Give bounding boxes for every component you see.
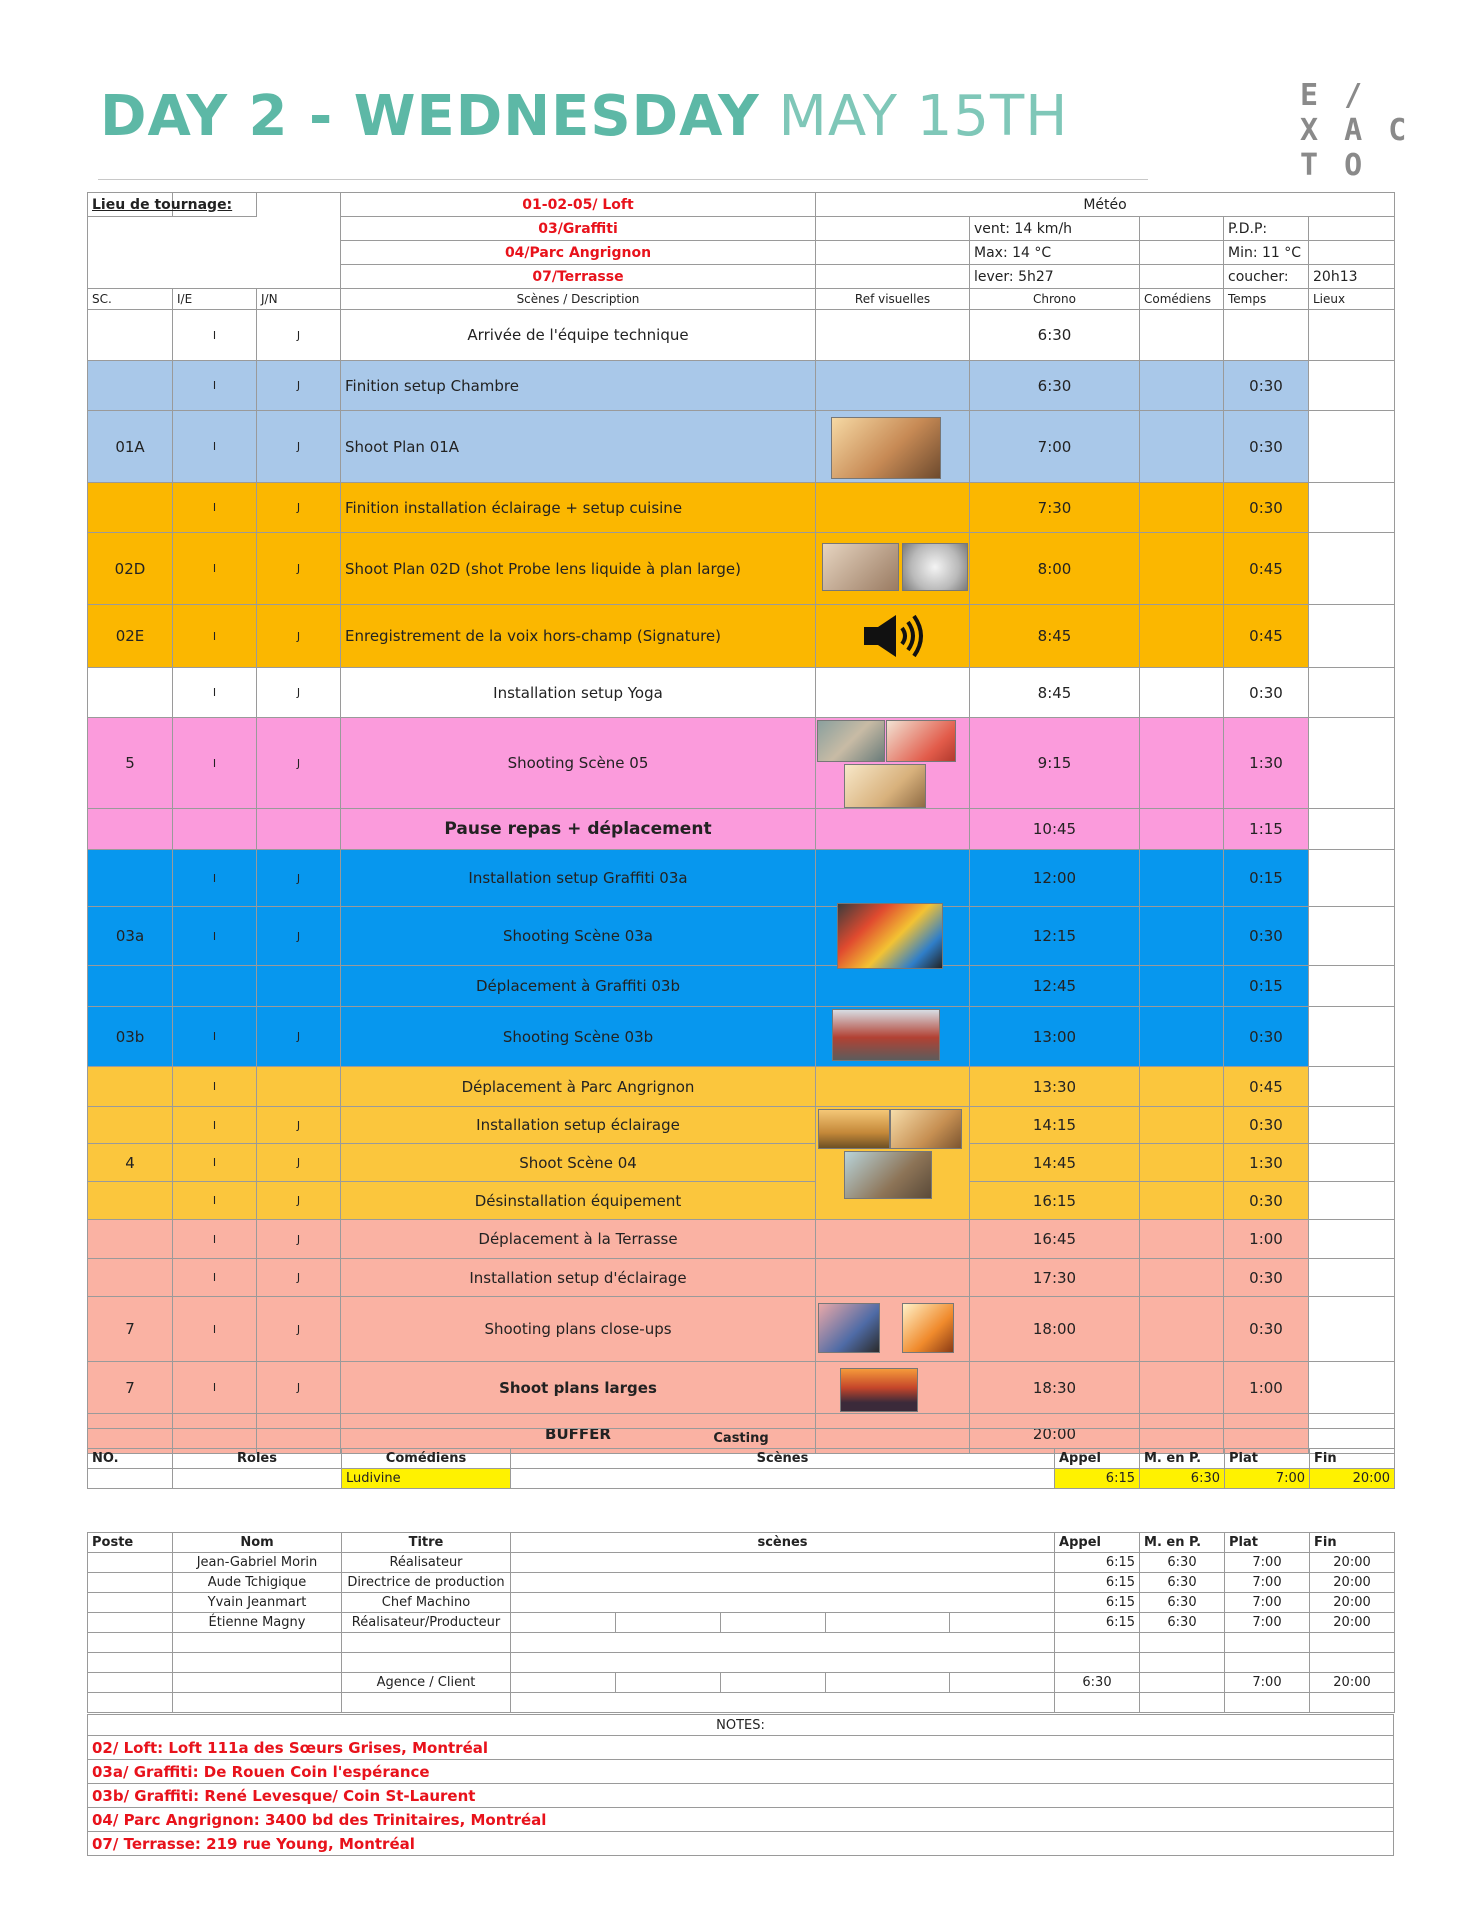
row-temps: 0:45 [1224,605,1309,668]
title-day: DAY 2 - WEDNESDAY [100,84,760,149]
row-description: Enregistrement de la voix hors-champ (Signature) [341,605,816,668]
col-comediens: Comédiens [1140,289,1224,310]
row-description: Installation setup Yoga [341,668,816,718]
schedule-row: 4 I J Shoot Scène 04 14:45 1:30 [88,1144,1395,1182]
col-temps: Temps [1224,289,1309,310]
row-chrono: 17:30 [970,1259,1140,1297]
row-description: Déplacement à Graffiti 03b [341,966,816,1007]
row-description: Shoot Scène 04 [341,1144,816,1182]
row-chrono: 10:45 [970,809,1140,850]
row-temps: 0:30 [1224,411,1309,483]
casting-row: Ludivine 6:15 6:30 7:00 20:00 [88,1469,1395,1489]
row-description: Shoot plans larges [341,1362,816,1414]
row-chrono: 9:15 [970,718,1140,809]
ref-visual [816,907,970,966]
col-ref: Ref visuelles [816,289,970,310]
row-description: Installation setup éclairage [341,1107,816,1144]
row-chrono: 20:00 [970,1414,1140,1454]
row-description: Pause repas + déplacement [341,809,816,850]
row-temps: 0:15 [1224,966,1309,1007]
row-chrono: 6:30 [970,310,1140,361]
title-date: MAY 15TH [778,84,1069,149]
row-chrono: 12:00 [970,850,1140,907]
row-chrono: 8:45 [970,668,1140,718]
row-chrono: 8:00 [970,533,1140,605]
exacto-logo: E / X A C T O [1300,78,1411,183]
ref-visual [816,1007,970,1067]
ref-photo [890,1109,962,1149]
meteo-wind: vent: 14 km/h [970,217,1140,241]
row-description: Finition setup Chambre [341,361,816,411]
note-line: 02/ Loft: Loft 111a des Sœurs Grises, Montréal [88,1736,1394,1760]
location-name: 01-02-05/ Loft [341,193,816,217]
row-temps [1224,310,1309,361]
crew-row: Aude Tchigique Directrice de production 6:15 6:30 7:00 20:00 [88,1573,1395,1593]
row-chrono: 16:15 [970,1182,1140,1220]
row-chrono: 7:30 [970,483,1140,533]
row-description: Shoot Plan 02D (shot Probe lens liquide à plan large) [341,533,816,605]
row-chrono: 13:00 [970,1007,1140,1067]
row-description: Déplacement à Parc Angrignon [341,1067,816,1107]
ref-photo [886,720,956,762]
row-description: Shooting plans close-ups [341,1297,816,1362]
schedule-row: I J Installation setup Yoga 8:45 0:30 [88,668,1395,718]
crew-row: Yvain Jeanmart Chef Machino 6:15 6:30 7:00 20:00 [88,1593,1395,1613]
note-line: 03a/ Graffiti: De Rouen Coin l'espérance [88,1760,1394,1784]
row-chrono: 16:45 [970,1220,1140,1259]
schedule-row: I J Déplacement à la Terrasse 16:45 1:00 [88,1220,1395,1259]
location-name: 07/Terrasse [341,265,816,289]
row-description: Shooting Scène 03b [341,1007,816,1067]
col-ie: I/E [173,289,257,310]
row-temps: 0:30 [1224,668,1309,718]
row-chrono: 14:45 [970,1144,1140,1182]
divider [98,179,1148,180]
meteo-max: Max: 14 °C [970,241,1140,265]
ref-photo [844,764,926,808]
schedule-row: I J Finition setup Chambre 6:30 0:30 [88,361,1395,411]
row-temps: 1:00 [1224,1362,1309,1414]
casting-comedien: Ludivine [342,1469,511,1489]
schedule-row: 03b I J Shooting Scène 03b 13:00 0:30 [88,1007,1395,1067]
ref-photo [902,543,968,591]
schedule-row [88,809,1395,850]
col-jn: J/N [257,289,341,310]
speaker-icon [862,613,928,659]
casting-title: Casting [88,1429,1395,1449]
row-chrono: 18:00 [970,1297,1140,1362]
row-description: Installation setup Graffiti 03a [341,850,816,907]
schedule-row: 7 I J Shoot plans larges 18:30 1:00 [88,1362,1395,1414]
schedule-row: 5 I J Shooting Scène 05 9:15 1:30 [88,718,1395,809]
ref-visual [816,533,970,605]
ref-photo [818,1303,880,1353]
row-chrono: 6:30 [970,361,1140,411]
schedule-row: I J Arrivée de l'équipe technique 6:30 [88,310,1395,361]
ref-photo [902,1303,954,1353]
meteo-pdp: P.D.P: [1224,217,1309,241]
row-temps: 0:30 [1224,1007,1309,1067]
location-name: 03/Graffiti [341,217,816,241]
schedule-table [87,192,1395,1454]
row-chrono: 12:15 [970,907,1140,966]
ref-visual [816,411,970,483]
location-name: 04/Parc Angrignon [341,241,816,265]
row-temps: 0:45 [1224,533,1309,605]
ref-photo [844,1151,932,1199]
schedule-row [88,966,1395,1007]
ref-photo [832,1009,940,1061]
schedule-row: I J Installation setup Graffiti 03a 12:00 0:15 [88,850,1395,907]
row-temps: 1:00 [1224,1220,1309,1259]
notes-title: NOTES: [88,1715,1394,1736]
row-temps: 0:30 [1224,483,1309,533]
row-chrono: 7:00 [970,411,1140,483]
notes-table [87,1714,1394,1856]
col-lieux: Lieux [1309,289,1395,310]
row-temps: 1:30 [1224,718,1309,809]
row-description: Arrivée de l'équipe technique [341,310,816,361]
meteo-sunrise: lever: 5h27 [970,265,1140,289]
row-description: Shooting Scène 03a [341,907,816,966]
row-chrono: 18:30 [970,1362,1140,1414]
row-description: Shooting Scène 05 [341,718,816,809]
row-description: Installation setup d'éclairage [341,1259,816,1297]
row-description: Déplacement à la Terrasse [341,1220,816,1259]
schedule-row: I Déplacement à Parc Angrignon 13:30 0:45 [88,1067,1395,1107]
page-title [100,84,1068,149]
crew-row: Étienne Magny Réalisateur/Producteur 6:15 6:30 7:00 20:00 [88,1613,1395,1633]
meteo-sunset-label: coucher: [1224,265,1309,289]
ref-visual [816,1362,970,1414]
row-temps: 0:30 [1224,1297,1309,1362]
ref-visual [816,1107,970,1220]
row-temps: 1:30 [1224,1144,1309,1182]
row-description: Shoot Plan 01A [341,411,816,483]
row-chrono: 14:15 [970,1107,1140,1144]
crew-table: Poste Nom Titre scènes Appel M. en P. Plat Fin Jean-Gabriel Morin Réalisateur 6:15 6:30 7:00 20:00 Aude Tchigique Directrice de production 6:15 6:30 7:00 20:00 Yvain Jeanmart Chef Machino 6:15 6:30 7:00 20:00 Étienne Magny Réalisateur/Producteur 6:15 6:30 7:00 20:00 Agence / Client 6:30 7:00 20:00 [87,1532,1395,1713]
schedule-row: 02E I J Enregistrement de la voix hors-champ (Signature) 8:45 0:45 [88,605,1395,668]
col-desc: Scènes / Description [341,289,816,310]
ref-photo [818,1109,890,1149]
ref-photo [837,903,943,969]
row-description: BUFFER [341,1414,816,1454]
meteo-min: Min: 11 °C [1224,241,1309,265]
meteo-label: Météo [816,193,1395,217]
ref-photo [817,720,885,762]
schedule-row: I J Installation setup éclairage 14:15 0:30 [88,1107,1395,1144]
ref-photo [840,1368,918,1412]
row-temps: 0:15 [1224,850,1309,907]
row-temps: 0:30 [1224,1182,1309,1220]
schedule-row: 02D I J Shoot Plan 02D (shot Probe lens liquide à plan large) 8:00 0:45 [88,533,1395,605]
schedule-row: 03a I J Shooting Scène 03a 12:15 0:30 [88,907,1395,966]
schedule-row: 01A I J Shoot Plan 01A 7:00 0:30 [88,411,1395,483]
row-temps: 0:30 [1224,361,1309,411]
row-temps: 0:45 [1224,1067,1309,1107]
note-line: 04/ Parc Angrignon: 3400 bd des Trinitaires, Montréal [88,1808,1394,1832]
col-sc: SC. [88,289,173,310]
schedule-row: 7 I J Shooting plans close-ups 18:00 0:30 [88,1297,1395,1362]
ref-visual [816,718,970,809]
schedule-row: I J Installation setup d'éclairage 17:30 0:30 [88,1259,1395,1297]
crew-row-agency: Agence / Client 6:30 7:00 20:00 [88,1673,1395,1693]
schedule-row: I J Désinstallation équipement 16:15 0:30 [88,1182,1395,1220]
ref-photo [831,417,941,479]
meteo-sunset-value: 20h13 [1309,265,1395,289]
crew-row: Jean-Gabriel Morin Réalisateur 6:15 6:30 7:00 20:00 [88,1553,1395,1573]
ref-visual [816,1297,970,1362]
ref-visual [816,605,970,668]
location-label: Lieu de tournage: [88,193,173,217]
note-line: 03b/ Graffiti: René Levesque/ Coin St-Laurent [88,1784,1394,1808]
col-chrono: Chrono [970,289,1140,310]
row-description: Finition installation éclairage + setup cuisine [341,483,816,533]
row-chrono: 8:45 [970,605,1140,668]
row-temps: 1:15 [1224,809,1309,850]
row-chrono: 12:45 [970,966,1140,1007]
row-temps: 0:30 [1224,907,1309,966]
row-temps: 0:30 [1224,1259,1309,1297]
row-chrono: 13:30 [970,1067,1140,1107]
row-description: Désinstallation équipement [341,1182,816,1220]
note-line: 07/ Terrasse: 219 rue Young, Montréal [88,1832,1394,1856]
ref-photo [822,543,899,591]
casting-table: Casting NO. Roles Comédiens Scènes Appel M. en P. Plat Fin Ludivine 6:15 6:30 7:00 20:00 [87,1428,1395,1489]
schedule-row: I J Finition installation éclairage + setup cuisine 7:30 0:30 [88,483,1395,533]
row-temps: 0:30 [1224,1107,1309,1144]
